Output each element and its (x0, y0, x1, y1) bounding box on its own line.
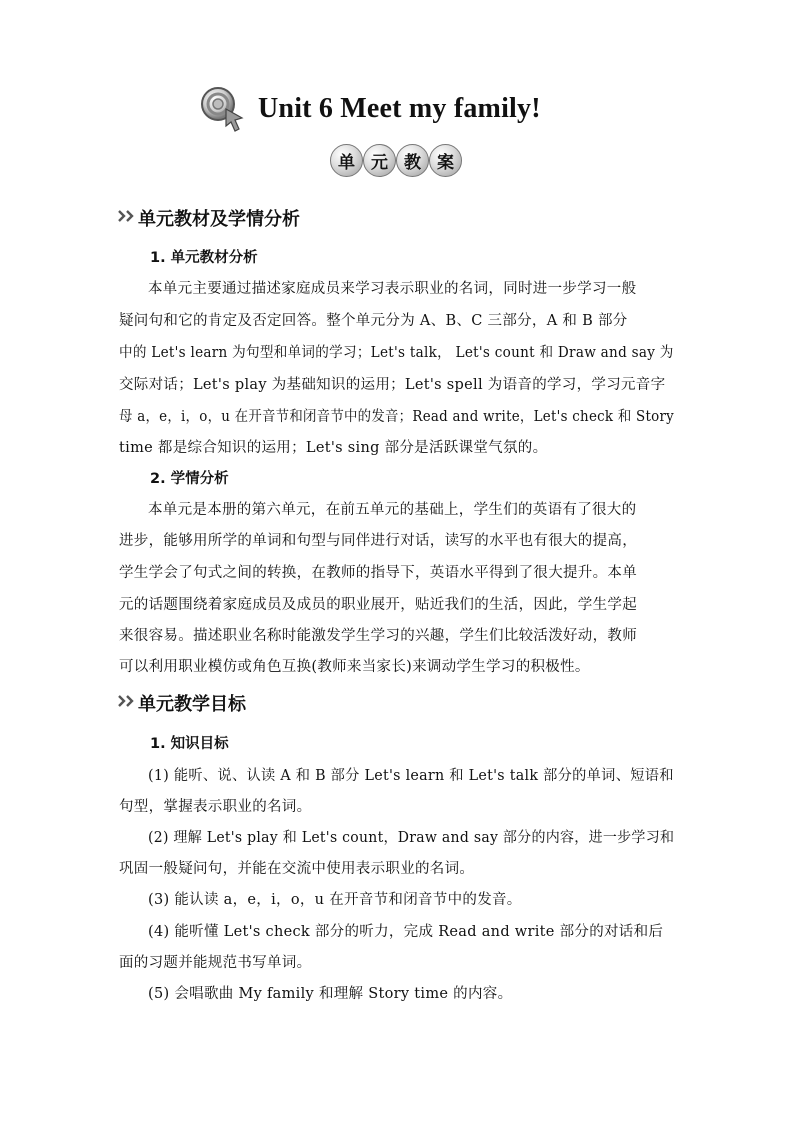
objective-line: (3) 能认读 a，e，i，o，u 在开音节和闭音节中的发音。 (148, 892, 522, 908)
unit-lesson-plan-badge (330, 144, 470, 184)
badge-char: 单 (330, 144, 363, 177)
badge-char: 教 (396, 144, 429, 177)
paragraph-line: time 都是综合知识的运用；Let's sing 部分是活跃课堂气氛的。 (119, 440, 548, 456)
magnifier-cursor-icon (198, 85, 248, 133)
objective-line: (4) 能听懂 Let's check 部分的听力，完成 Read and write 部分的对话和后 (148, 924, 664, 940)
double-chevron-icon (118, 694, 138, 708)
objective-line: (1) 能听、说、认读 A 和 B 部分 Let's learn 和 Let's talk 部分的单词、短语和 (148, 768, 674, 784)
paragraph-line: 本单元是本册的第六单元，在前五单元的基础上，学生们的英语有了很大的 (148, 502, 637, 518)
objective-line: 巩固一般疑问句，并能在交流中使用表示职业的名词。 (119, 861, 475, 877)
double-chevron-icon (118, 209, 138, 223)
objective-line: (5) 会唱歌曲 My family 和理解 Story time 的内容。 (148, 986, 513, 1002)
badge-char: 元 (363, 144, 396, 177)
paragraph-line: 学生学会了句式之间的转换，在教师的指导下，英语水平得到了很大提升。本单 (119, 565, 637, 581)
subsection-heading: 1. 知识目标 (150, 736, 229, 752)
paragraph-line: 进步，能够用所学的单词和句型与同伴进行对话，读写的水平也有很大的提高， (119, 533, 637, 549)
objective-line: 面的习题并能规范书写单词。 (119, 955, 312, 971)
subsection-heading: 2. 学情分析 (150, 471, 229, 487)
paragraph-line: 来很容易。描述职业名称时能激发学生学习的兴趣，学生们比较活泼好动，教师 (119, 628, 637, 644)
paragraph-line: 疑问句和它的肯定及否定回答。整个单元分为 A、B、C 三部分，A 和 B 部分 (119, 313, 628, 329)
paragraph-line: 本单元主要通过描述家庭成员来学习表示职业的名词，同时进一步学习一般 (148, 281, 637, 297)
unit-title-row (198, 85, 618, 135)
paragraph-line: 母 a，e，i，o，u 在开音节和闭音节中的发音；Read and write，Let's check 和 Story (119, 409, 675, 425)
badge-char: 案 (429, 144, 462, 177)
unit-title: Unit 6 Meet my family! (258, 93, 541, 124)
paragraph-line: 可以利用职业模仿或角色互换(教师来当家长)来调动学生学习的积极性。 (119, 659, 590, 675)
paragraph-line: 元的话题围绕着家庭成员及成员的职业展开，贴近我们的生活，因此，学生学起 (119, 597, 637, 613)
subsection-heading: 1. 单元教材分析 (150, 250, 258, 266)
objective-line: 句型，掌握表示职业的名词。 (119, 799, 312, 815)
section-title: 单元教学目标 (138, 694, 246, 715)
section-title: 单元教材及学情分析 (138, 209, 300, 230)
paragraph-line: 中的 Let's learn 为句型和单词的学习；Let's talk， Let's count 和 Draw and say 为 (119, 345, 674, 361)
objective-line: (2) 理解 Let's play 和 Let's count，Draw and say 部分的内容，进一步学习和 (148, 830, 675, 846)
paragraph-line: 交际对话；Let's play 为基础知识的运用；Let's spell 为语音的学习，学习元音字 (119, 377, 666, 393)
